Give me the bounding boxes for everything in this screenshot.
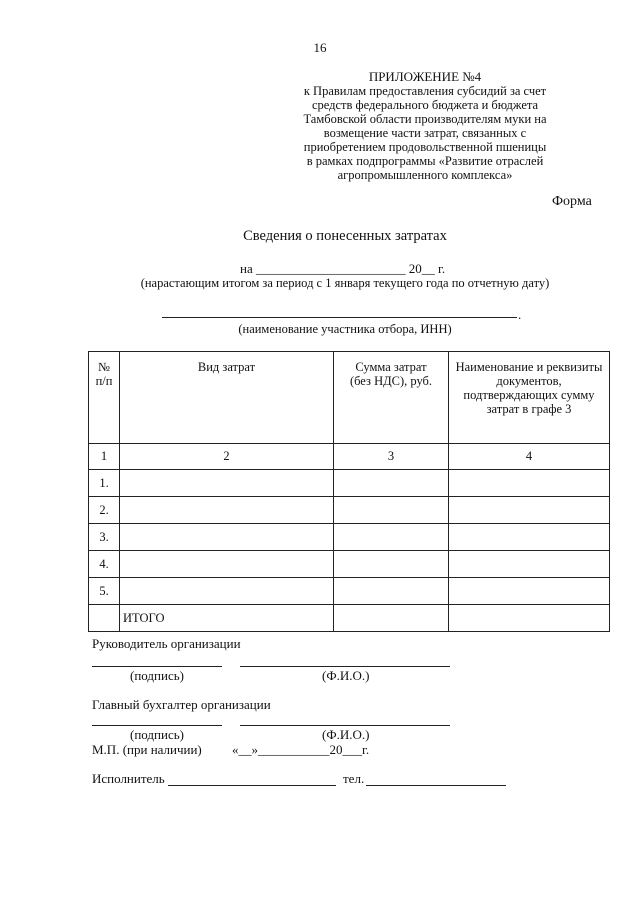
head-fio-line[interactable] (240, 666, 450, 667)
executor-label: Исполнитель (92, 771, 165, 786)
table-header-row (89, 352, 610, 444)
header-cost-type-text: Вид затрат (197, 360, 256, 374)
documents-cell[interactable] (449, 524, 610, 551)
documents-cell[interactable] (449, 578, 610, 605)
documents-cell[interactable] (449, 497, 610, 524)
appendix-line: к Правилам предоставления субсидий за счет (303, 84, 547, 98)
total-documents-cell[interactable] (449, 605, 610, 632)
head-signature-caption: (подпись) (130, 668, 184, 683)
accountant-signature-line[interactable] (92, 725, 222, 726)
appendix-line: Тамбовской области производителям муки на (303, 112, 547, 126)
column-number: 3 (334, 444, 449, 470)
costs-table (88, 351, 610, 632)
cost-amount-cell[interactable] (334, 470, 449, 497)
total-number-cell (89, 605, 120, 632)
accountant-title: Главный бухгалтер организации (92, 697, 271, 712)
row-number: 2. (89, 497, 120, 524)
cost-amount-cell[interactable] (334, 497, 449, 524)
date-line: «__»___________20___г. (232, 742, 370, 757)
appendix-line: в рамках подпрограммы «Развитие отраслей (306, 154, 544, 168)
table-row (89, 578, 610, 605)
accountant-fio-line[interactable] (240, 725, 450, 726)
header-cost-amount-text: Сумма затрат (без НДС), руб. (349, 360, 433, 388)
header-documents-text: Наименование и реквизиты документов, подтверждающих сумму затрат в графе 3 (455, 360, 603, 416)
participant-blank-line (162, 305, 517, 318)
column-number: 1 (89, 444, 120, 470)
total-amount-cell[interactable] (334, 605, 449, 632)
accountant-fio-caption: (Ф.И.О.) (322, 727, 370, 742)
documents-cell[interactable] (449, 470, 610, 497)
appendix-line: агропромышленного комплекса» (337, 168, 513, 182)
cost-type-cell[interactable] (120, 551, 334, 578)
documents-cell[interactable] (449, 551, 610, 578)
table-row (89, 524, 610, 551)
header-cost-amount (334, 352, 449, 444)
row-number: 4. (89, 551, 120, 578)
cost-type-cell[interactable] (120, 578, 334, 605)
head-title: Руководитель организации (92, 636, 241, 651)
cost-amount-cell[interactable] (334, 524, 449, 551)
table-row (89, 551, 610, 578)
row-number: 1. (89, 470, 120, 497)
appendix-line: приобретением продовольственной пшеницы (303, 140, 547, 154)
period-note: (нарастающим итогом за период с 1 января текущего года по отчетную дату) (140, 276, 550, 290)
appendix-title: ПРИЛОЖЕНИЕ №4 (368, 69, 482, 84)
cost-type-cell[interactable] (120, 524, 334, 551)
row-number: 5. (89, 578, 120, 605)
appendix-line: возмещение части затрат, связанных с (323, 126, 527, 140)
phone-label: тел. (343, 771, 365, 786)
header-documents (449, 352, 610, 444)
document-title: Сведения о понесенных затратах (243, 228, 447, 244)
head-signature-line[interactable] (92, 666, 222, 667)
cost-type-cell[interactable] (120, 470, 334, 497)
column-number: 2 (120, 444, 334, 470)
cost-amount-cell[interactable] (334, 578, 449, 605)
appendix-block (300, 70, 550, 182)
executor-name-line[interactable] (168, 785, 336, 786)
total-row (89, 605, 610, 632)
phone-line[interactable] (366, 785, 506, 786)
form-label: Форма (552, 194, 592, 209)
column-numbers-row (89, 444, 610, 470)
table-row (89, 470, 610, 497)
header-number (89, 352, 120, 444)
participant-label: (наименование участника отбора, ИНН) (238, 322, 452, 336)
column-number: 4 (449, 444, 610, 470)
header-cost-type (120, 352, 334, 444)
participant-line-dot: . (518, 307, 522, 322)
page-number: 16 (313, 40, 327, 55)
total-label: ИТОГО (120, 605, 334, 632)
header-number-text: № п/п (95, 360, 113, 388)
cost-type-cell[interactable] (120, 497, 334, 524)
table-row (89, 497, 610, 524)
row-number: 3. (89, 524, 120, 551)
stamp-line: М.П. (при наличии) (92, 742, 202, 757)
cost-amount-cell[interactable] (334, 551, 449, 578)
accountant-signature-caption: (подпись) (130, 727, 184, 742)
appendix-line: средств федерального бюджета и бюджета (311, 98, 539, 112)
period-line: на _______________________ 20__ г. (240, 261, 446, 276)
head-fio-caption: (Ф.И.О.) (322, 668, 370, 683)
